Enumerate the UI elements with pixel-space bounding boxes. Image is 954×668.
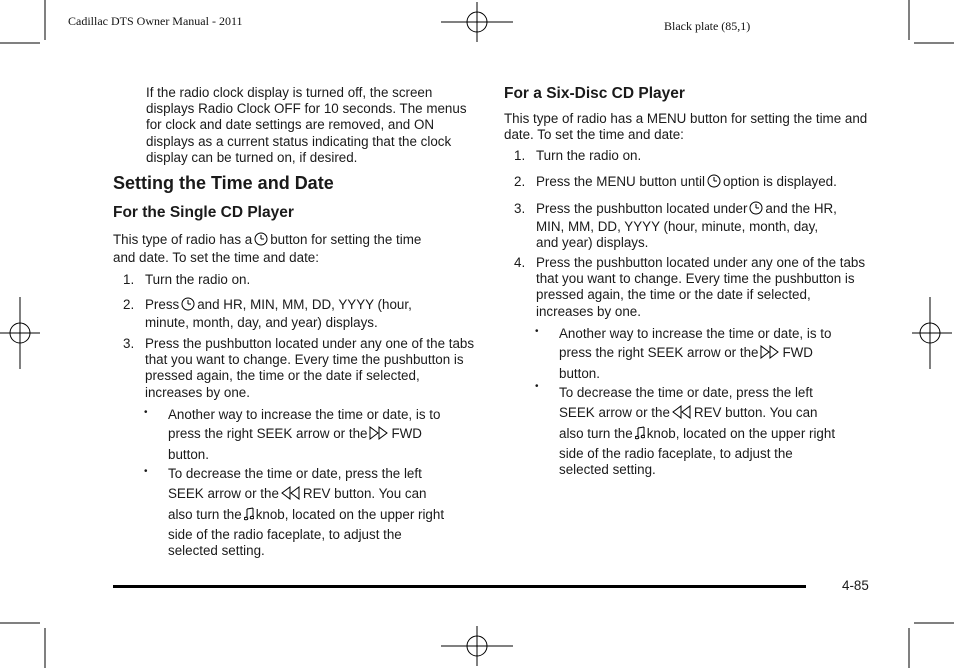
page-number: 4-85: [842, 578, 869, 593]
clock-icon: [181, 297, 195, 315]
single-cd-heading: For the Single CD Player: [113, 204, 294, 221]
seek-forward-icon: [369, 426, 389, 445]
music-note-icon: [244, 507, 254, 527]
seek-forward-icon: [760, 345, 780, 364]
six-disc-heading: For a Six-Disc CD Player: [504, 85, 685, 102]
header-plate: Black plate (85,1): [664, 19, 751, 33]
seek-reverse-icon: [281, 486, 301, 506]
header-title: Cadillac DTS Owner Manual - 2011: [68, 14, 243, 28]
single-cd-intro: This type of radio has a button for setting the time and date. To set the time and date:: [113, 232, 422, 266]
clock-off-note: If the radio clock display is turned off, the screen displays Radio Clock OFF for 10 seconds. The menus for clock and date settings are removed, and ON displays as a current status indicating that the clock display can be turned on, if desired.: [146, 85, 467, 165]
clock-icon: [254, 232, 268, 250]
section-title: Setting the Time and Date: [113, 173, 334, 193]
music-note-icon: [635, 426, 645, 446]
six-disc-intro: This type of radio has a MENU button for setting the time and date. To set the time and date:: [504, 111, 868, 143]
seek-reverse-icon: [672, 405, 692, 425]
footer-rule: [113, 585, 806, 588]
clock-icon: [749, 201, 763, 219]
clock-icon: [707, 174, 721, 192]
